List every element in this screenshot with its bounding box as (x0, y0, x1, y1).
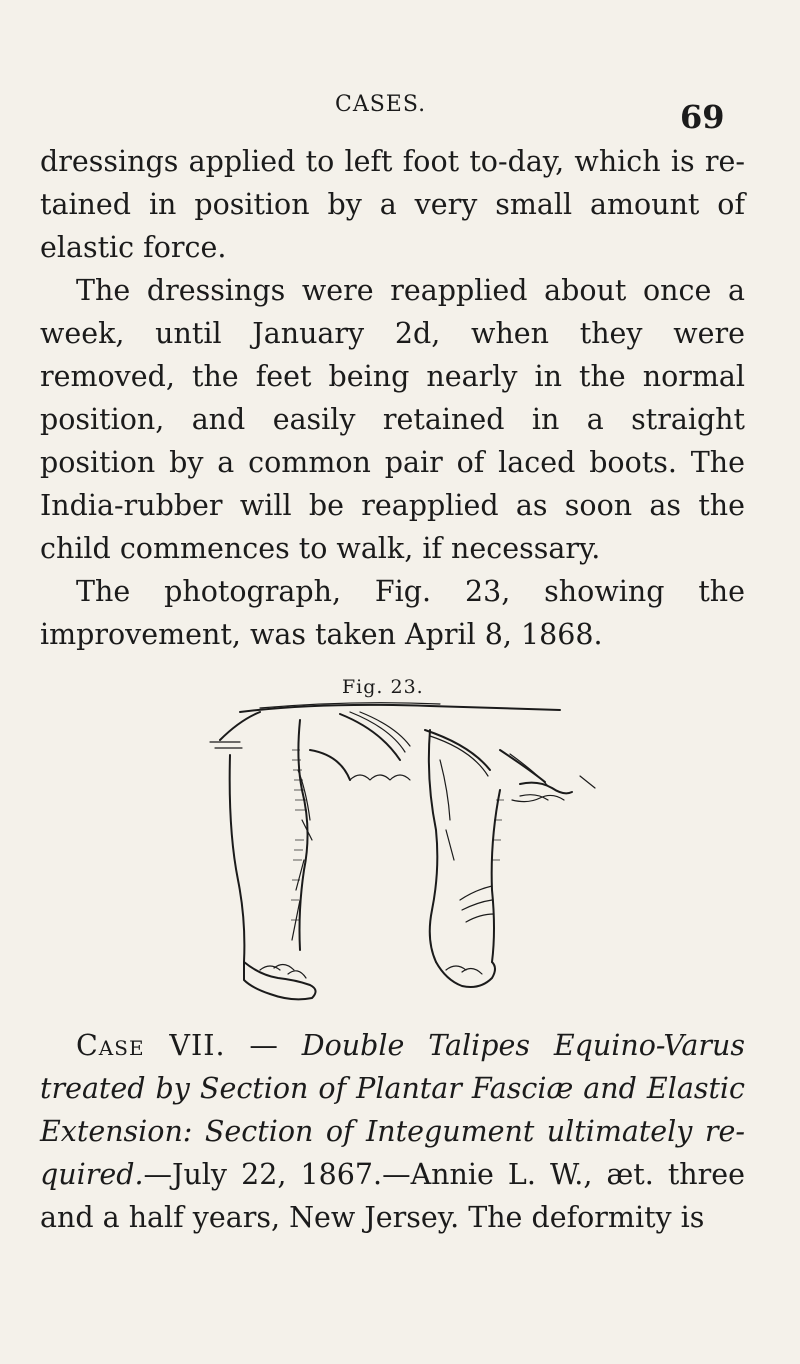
page-number: 69 (680, 98, 725, 136)
case-text (40, 1024, 745, 1239)
paragraph-3: The photograph, Fig. 23, showing the improvement, was taken April 8, 1868. (40, 575, 745, 651)
running-head: CASES. (335, 92, 427, 117)
case-number: Case VII. (76, 1029, 226, 1062)
body-text (40, 140, 745, 656)
figure-label: Fig. 23. (342, 676, 424, 698)
figure-23-illustration (200, 700, 620, 1005)
paragraph-1: dressings applied to left foot to-day, which is retained in position by a very small amount of elastic force. (40, 145, 745, 264)
left-leg-outline (230, 755, 245, 962)
case-dash: — (225, 1029, 302, 1062)
paragraph-2: The dressings were reapplied about once a week, until January 2d, when they were removed, the feet being nearly in the normal position, and easily retained in a straight position by a common pair of laced boots. The India-rubber will be reapplied as soon as the child commences to walk, if necessary. (40, 274, 745, 565)
right-leg-outline (429, 730, 437, 962)
case-paragraph (40, 1024, 745, 1239)
case-title: Double Talipes Equino-Varus treated by Section of Plantar Fasciæ and Elastic Extension: Section of Integument ultimately required. (40, 1029, 745, 1191)
case-details: —July 22, 1867.—Annie L. W., æt. three and a half years, New Jersey. The deformity is (40, 1158, 745, 1234)
